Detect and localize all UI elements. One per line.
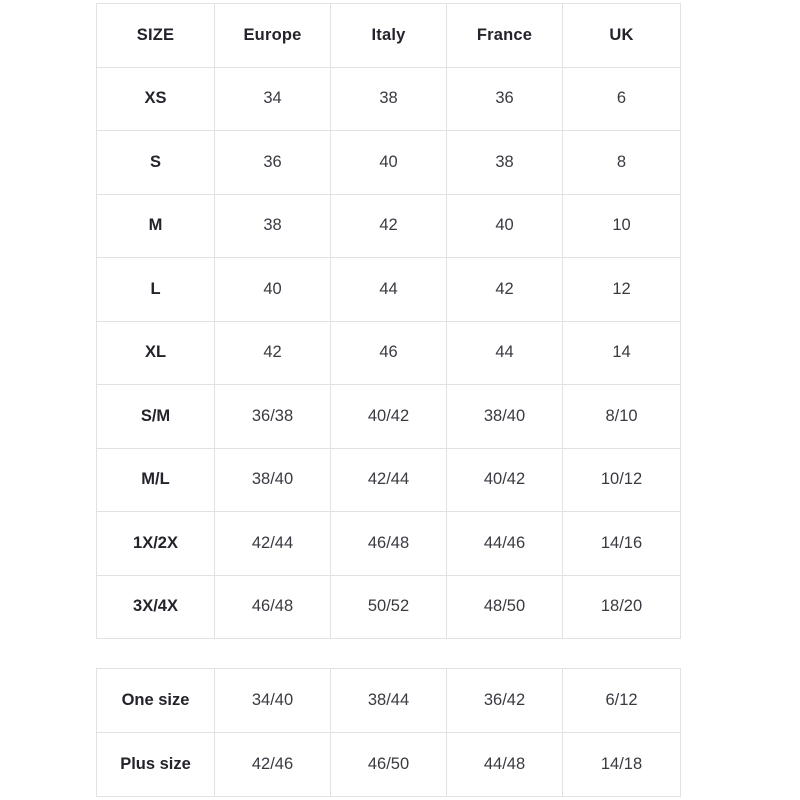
row-label: Plus size <box>97 733 215 797</box>
cell-italy: 46 <box>331 321 447 385</box>
row-label: S/M <box>97 385 215 449</box>
cell-uk: 8 <box>563 131 681 195</box>
cell-uk: 14/16 <box>563 512 681 576</box>
cell-france: 36 <box>447 67 563 131</box>
cell-europe: 38 <box>215 194 331 258</box>
cell-europe: 42/44 <box>215 512 331 576</box>
table-row <box>97 385 681 449</box>
cell-france: 44/48 <box>447 733 563 797</box>
cell-uk: 14/18 <box>563 733 681 797</box>
table-row <box>97 131 681 195</box>
row-label: XL <box>97 321 215 385</box>
cell-italy: 38 <box>331 67 447 131</box>
cell-france: 38/40 <box>447 385 563 449</box>
size-conversion-table-container <box>96 3 680 639</box>
table-row <box>97 669 681 733</box>
cell-italy: 40 <box>331 131 447 195</box>
table-row <box>97 258 681 322</box>
cell-france: 36/42 <box>447 669 563 733</box>
row-label: XS <box>97 67 215 131</box>
cell-europe: 36 <box>215 131 331 195</box>
row-label: 3X/4X <box>97 575 215 639</box>
column-header-size: SIZE <box>97 4 215 68</box>
one-size-table <box>96 668 681 797</box>
cell-italy: 46/48 <box>331 512 447 576</box>
cell-europe: 34/40 <box>215 669 331 733</box>
column-header-uk: UK <box>563 4 681 68</box>
cell-uk: 14 <box>563 321 681 385</box>
cell-europe: 46/48 <box>215 575 331 639</box>
table-row <box>97 321 681 385</box>
cell-france: 44 <box>447 321 563 385</box>
table-row <box>97 448 681 512</box>
cell-europe: 38/40 <box>215 448 331 512</box>
size-conversion-table <box>96 3 681 639</box>
cell-italy: 38/44 <box>331 669 447 733</box>
cell-uk: 10/12 <box>563 448 681 512</box>
cell-italy: 50/52 <box>331 575 447 639</box>
cell-france: 40 <box>447 194 563 258</box>
cell-italy: 42/44 <box>331 448 447 512</box>
cell-uk: 12 <box>563 258 681 322</box>
cell-europe: 40 <box>215 258 331 322</box>
cell-italy: 46/50 <box>331 733 447 797</box>
cell-europe: 42/46 <box>215 733 331 797</box>
row-label: 1X/2X <box>97 512 215 576</box>
cell-italy: 40/42 <box>331 385 447 449</box>
table-row <box>97 575 681 639</box>
cell-italy: 44 <box>331 258 447 322</box>
table-row <box>97 67 681 131</box>
column-header-france: France <box>447 4 563 68</box>
cell-france: 38 <box>447 131 563 195</box>
table-row <box>97 194 681 258</box>
column-header-europe: Europe <box>215 4 331 68</box>
table-header-row <box>97 4 681 68</box>
cell-france: 42 <box>447 258 563 322</box>
cell-uk: 18/20 <box>563 575 681 639</box>
cell-uk: 6 <box>563 67 681 131</box>
table-row <box>97 512 681 576</box>
cell-italy: 42 <box>331 194 447 258</box>
table-row <box>97 733 681 797</box>
cell-europe: 34 <box>215 67 331 131</box>
row-label: S <box>97 131 215 195</box>
cell-uk: 6/12 <box>563 669 681 733</box>
row-label: M <box>97 194 215 258</box>
row-label: One size <box>97 669 215 733</box>
cell-uk: 10 <box>563 194 681 258</box>
cell-europe: 42 <box>215 321 331 385</box>
row-label: M/L <box>97 448 215 512</box>
one-size-table-container <box>96 668 680 797</box>
cell-france: 48/50 <box>447 575 563 639</box>
row-label: L <box>97 258 215 322</box>
cell-europe: 36/38 <box>215 385 331 449</box>
cell-uk: 8/10 <box>563 385 681 449</box>
column-header-italy: Italy <box>331 4 447 68</box>
cell-france: 40/42 <box>447 448 563 512</box>
cell-france: 44/46 <box>447 512 563 576</box>
